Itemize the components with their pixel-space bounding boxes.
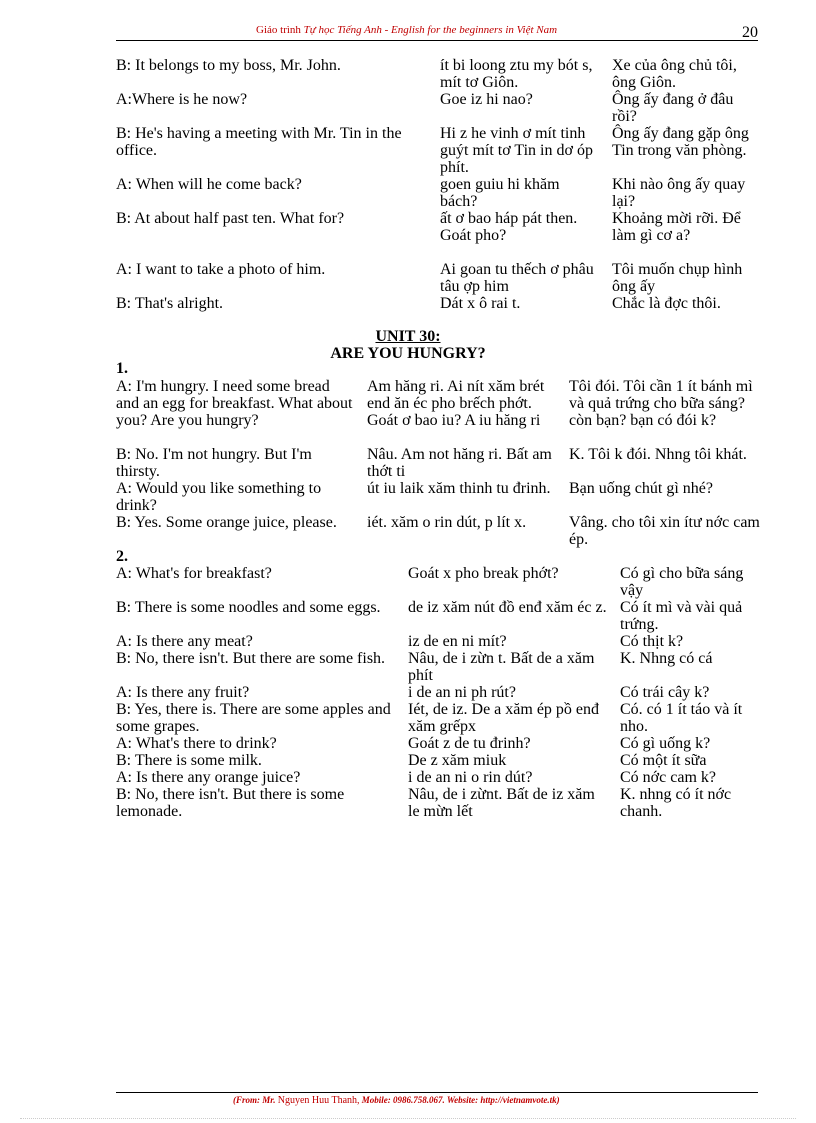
english-line: A:Where is he now?	[116, 91, 248, 108]
header-course-title: Tự học Tiếng Anh - English for the beginners in Việt Nam	[303, 24, 558, 36]
english-line: A: Would you like something to drink?	[116, 480, 322, 514]
vietnamese-line: Có gì uống k?	[620, 735, 711, 752]
pronunciation-line: Nâu, de i zừn t. Bất de a xăm phít	[408, 650, 595, 684]
pronunciation-line: De z xăm miuk	[408, 752, 507, 769]
page-footer	[116, 1092, 758, 1113]
page-number: 20	[742, 24, 758, 41]
pronunciation-line: Hi z he vinh ơ mít tinh guýt mít tơ Tin in dơ óp phít.	[440, 125, 593, 176]
vietnamese-line: Có nớc cam k?	[620, 769, 716, 786]
english-line: B: He's having a meeting with Mr. Tin in the office.	[116, 125, 402, 159]
pronunciation-line: ất ơ bao háp pát then. Goát pho?	[440, 210, 578, 244]
vietnamese-line: Khoảng mời rỡi. Để làm gì cơ a?	[612, 210, 741, 244]
english-line: B: It belongs to my boss, Mr. John.	[116, 57, 341, 74]
pronunciation-line: iét. xăm o rin dút, p lít x.	[367, 514, 527, 531]
pronunciation-line: Am hăng ri. Ai nít xăm brét end ăn éc pho brếch phớt. Goát ơ bao iu? A iu hăng ri	[367, 378, 545, 429]
pronunciation-line: i de an ni o rin dút?	[408, 769, 533, 786]
english-line: A: Is there any fruit?	[116, 684, 250, 701]
vietnamese-line: Có thịt k?	[620, 633, 684, 650]
page-bottom-divider	[20, 1118, 796, 1119]
english-line: B: No, there isn't. But there are some fish.	[116, 650, 386, 667]
vietnamese-line: Khi nào ông ấy quay lại?	[612, 176, 746, 210]
pronunciation-line: Goát x pho break phớt?	[408, 565, 559, 582]
vietnamese-line: Có gì cho bữa sáng vậy	[620, 565, 744, 599]
pronunciation-line: Goe iz hi nao?	[440, 91, 533, 108]
vietnamese-line: Tôi đói. Tôi cần 1 ít bánh mì và quả trứng cho bữa sáng? còn bạn? bạn có đói k?	[569, 378, 753, 429]
pronunciation-line: i de an ni ph rút?	[408, 684, 516, 701]
english-line: A: Is there any meat?	[116, 633, 253, 650]
unit-title: ARE YOU HUNGRY?	[330, 345, 486, 362]
english-line: A: I want to take a photo of him.	[116, 261, 326, 278]
pronunciation-line: ít bi loong ztu my bót s, mít tơ Giôn.	[440, 57, 593, 91]
english-line: B: At about half past ten. What for?	[116, 210, 345, 227]
section-1-label: 1.	[116, 360, 128, 377]
pronunciation-line: Iét, de iz. De a xăm ép pồ enđ xăm grếpx	[408, 701, 600, 735]
vietnamese-line: Bạn uống chút gì nhé?	[569, 480, 713, 497]
unit-number: UNIT 30:	[375, 328, 441, 345]
pronunciation-line: de iz xăm nút đồ enđ xăm éc z.	[408, 599, 607, 616]
footer-from: (From: Mr.	[233, 1095, 278, 1105]
vietnamese-line: Xe của ông chủ tôi, ông Giôn.	[612, 57, 737, 91]
english-line: B: Yes. Some orange juice, please.	[116, 514, 337, 531]
header-title	[256, 24, 557, 36]
section-2-label: 2.	[116, 548, 128, 565]
footer-contact: Mobile: 0986.758.067. Website: http://vietnamvote.tk)	[359, 1095, 560, 1105]
english-line: A: Is there any orange juice?	[116, 769, 301, 786]
footer-credit	[233, 1095, 560, 1106]
english-line: B: There is some noodles and some eggs.	[116, 599, 381, 616]
vietnamese-line: Ông ấy đang gặp ông Tin trong văn phòng.	[612, 125, 749, 159]
vietnamese-line: K. nhng có ít nớc chanh.	[620, 786, 732, 820]
vietnamese-line: Tôi muốn chụp hình ông ấy	[612, 261, 743, 295]
pronunciation-line: Goát z de tu đrinh?	[408, 735, 531, 752]
pronunciation-line: Dát x ô rai t.	[440, 295, 521, 312]
pronunciation-line: iz de en ni mít?	[408, 633, 507, 650]
english-line: B: That's alright.	[116, 295, 224, 312]
english-line: B: Yes, there is. There are some apples and some grapes.	[116, 701, 391, 735]
footer-author-name: Nguyen Huu Thanh,	[277, 1095, 360, 1106]
english-line: A: When will he come back?	[116, 176, 302, 193]
pronunciation-line: Ai goan tu thếch ơ phâu tâu ợp him	[440, 261, 594, 295]
english-line: B: No, there isn't. But there is some lemonade.	[116, 786, 345, 820]
vietnamese-line: K. Nhng có cá	[620, 650, 713, 667]
pronunciation-line: út iu laik xăm thinh tu đrinh.	[367, 480, 551, 497]
vietnamese-line: Có một ít sữa	[620, 752, 707, 769]
vietnamese-line: Có. có 1 ít táo và ít nho.	[620, 701, 743, 735]
english-line: A: What's for breakfast?	[116, 565, 272, 582]
page-header	[116, 22, 758, 41]
english-line: A: What's there to drink?	[116, 735, 277, 752]
vietnamese-line: Có trái cây k?	[620, 684, 710, 701]
english-line: A: I'm hungry. I need some bread and an egg for breakfast. What about you? Are you hungry?	[116, 378, 353, 429]
pronunciation-line: goen guiu hi khăm bách?	[440, 176, 560, 210]
english-line: B: No. I'm not hungry. But I'm thirsty.	[116, 446, 312, 480]
english-line: B: There is some milk.	[116, 752, 262, 769]
pronunciation-line: Nâu. Am not hăng ri. Bất am thớt ti	[367, 446, 552, 480]
header-prefix: Giáo trình	[256, 24, 304, 36]
vietnamese-line: Có ít mì và vài quả trứng.	[620, 599, 743, 633]
pronunciation-line: Nâu, de i zừnt. Bất de iz xăm le mừn lết	[408, 786, 595, 820]
vietnamese-line: Vâng. cho tôi xin ítư nớc cam ép.	[569, 514, 760, 548]
vietnamese-line: Ông ấy đang ở đâu rồi?	[612, 91, 734, 125]
vietnamese-line: K. Tôi k đói. Nhng tôi khát.	[569, 446, 747, 463]
vietnamese-line: Chắc là đợc thôi.	[612, 295, 721, 312]
